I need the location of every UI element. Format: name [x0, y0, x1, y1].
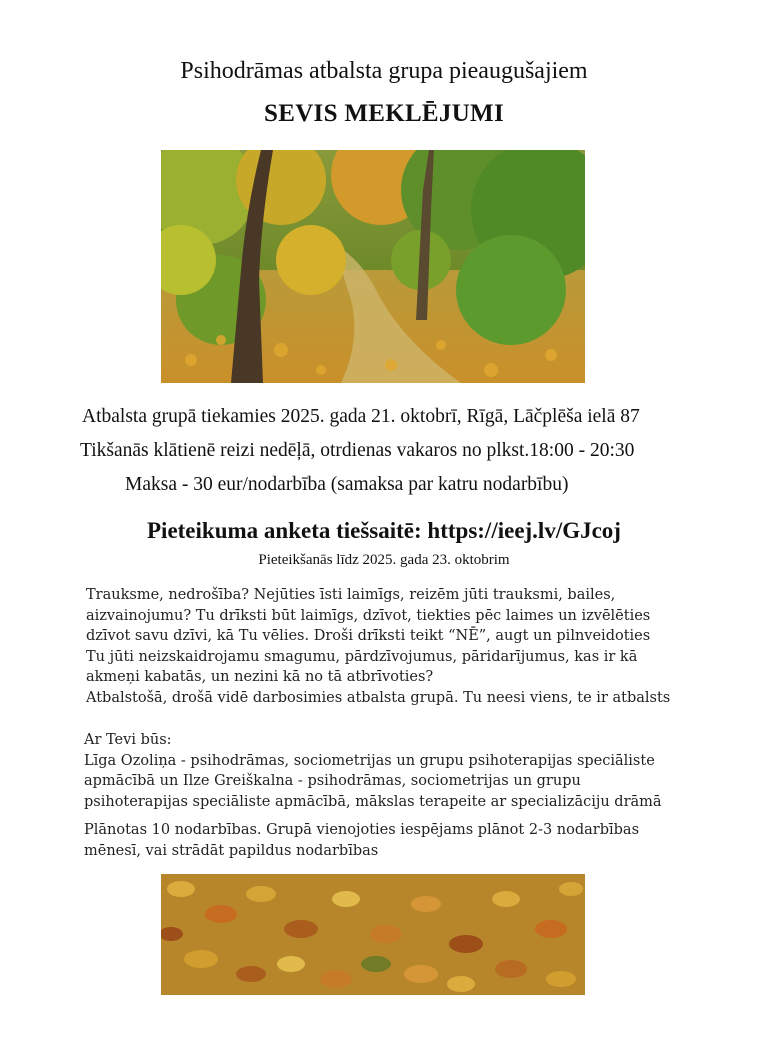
signup-deadline: Pieteikšanās līdz 2025. gada 23. oktobrim — [258, 552, 510, 568]
meeting-price: Maksa - 30 eur/nodarbība (samaksa par katru nodarbību) — [125, 474, 569, 495]
plan-line: mēnesī, vai strādāt papildus nodarbības — [84, 842, 379, 859]
subtitle: Psihodrāmas atbalsta grupa pieaugušajiem — [180, 58, 588, 84]
facilitators-line: apmācībā un Ilze Greiškalna - psihodrāmas, sociometrijas un grupu — [84, 773, 581, 789]
facilitators-paragraph — [84, 730, 662, 812]
facilitators-line: Ar Tevi būs: — [84, 732, 172, 748]
description-line: dzīvot savu dzīvi, kā Tu vēlies. Droši drīksti teikt “NĒ”, augt un pilnveidoties — [86, 628, 651, 644]
meeting-schedule: Tikšanās klātienē reizi nedēļā, otrdienas vakaros no plkst.18:00 - 20:30 — [80, 440, 635, 461]
meeting-date-location: Atbalsta grupā tiekamies 2025. gada 21. oktobrī, Rīgā, Lāčplēša ielā 87 — [82, 406, 640, 427]
description-line: Trauksme, nedrošība? Nejūties īsti laimīgs, reizēm jūti trauksmi, bailes, — [86, 587, 616, 603]
description-paragraph — [86, 585, 670, 708]
page-title: SEVIS MEKLĒJUMI — [264, 100, 504, 127]
description-line: Tu jūti neizskaidrojamu smagumu, pārdzīvojumus, pāridarījumus, kas ir kā — [86, 648, 638, 665]
facilitators-line: psihoterapijas speciāliste apmācībā, mākslas terapeite ar specializāciju drāmā — [84, 793, 662, 810]
signup-link-heading[interactable]: Pieteikuma anketa tiešsaitē: https://ieej.lv/GJcoj — [147, 518, 621, 543]
forest-path-photo — [161, 150, 585, 383]
facilitators-line: Līga Ozoliņa - psihodrāmas, sociometrijas un grupu psihoterapijas speciāliste — [84, 752, 655, 769]
plan-paragraph — [84, 820, 639, 861]
description-line: aizvainojumu? Tu drīksti būt laimīgs, dzīvot, tiekties pēc laimes un izvēlēties — [86, 607, 651, 624]
fallen-leaves-photo — [161, 874, 585, 995]
description-line: Atbalstošā, drošā vidē darbosimies atbalsta grupā. Tu neesi viens, te ir atbalsts — [86, 689, 671, 706]
description-line: akmeņi kabatās, un nezini kā no tā atbrīvoties? — [86, 669, 434, 685]
plan-line: Plānotas 10 nodarbības. Grupā vienojoties iespējams plānot 2-3 nodarbības — [84, 822, 640, 838]
